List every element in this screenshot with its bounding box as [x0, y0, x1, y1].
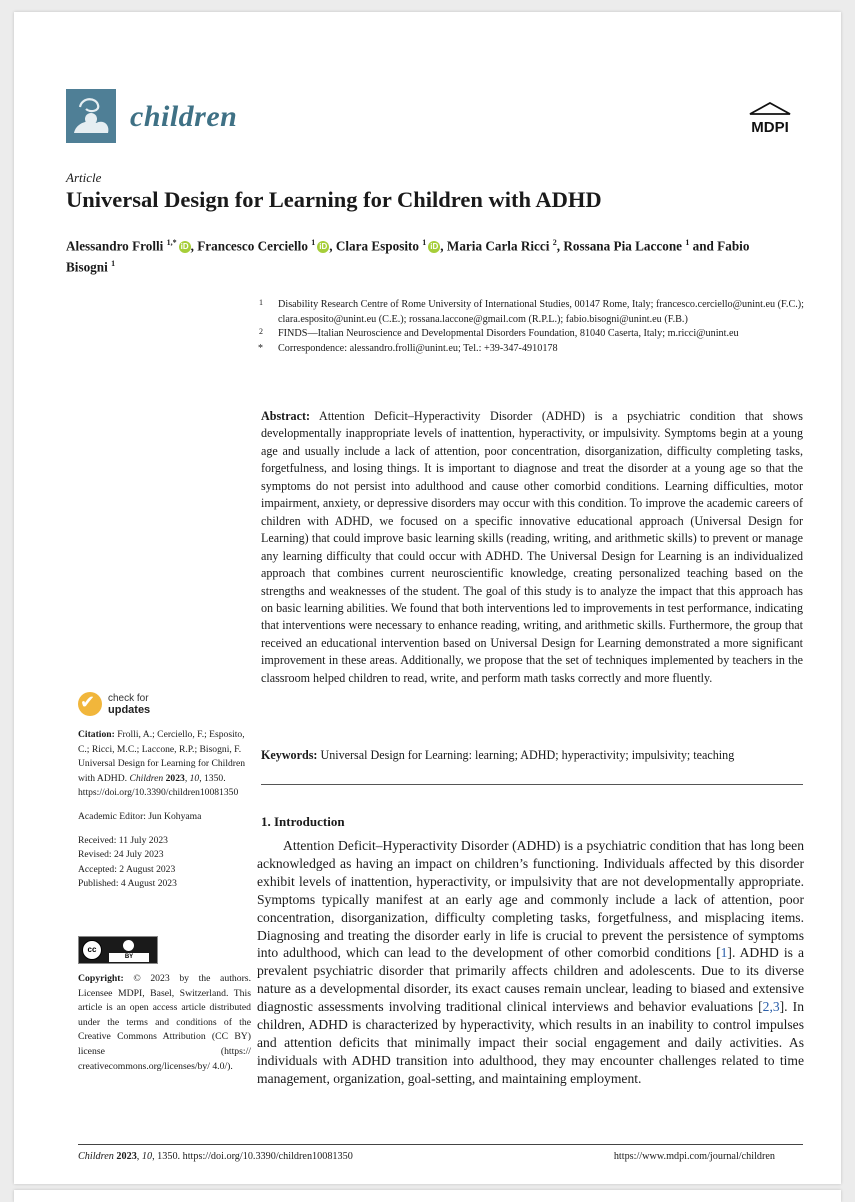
orcid-icon[interactable]: iD: [430, 242, 439, 252]
copyright-notice: Copyright: © 2023 by the authors. Licensee MDPI, Basel, Switzerland. This article is an open access article distributed under the terms and conditions of the Creative Commons Attribution (CC BY) license (https:// creativecommons.org/licenses/by/ 4.0/).: [78, 973, 251, 1072]
author-name: Alessandro Frolli: [66, 238, 164, 254]
children-logo-icon: [66, 89, 116, 143]
author-name: Fabio Bisogni: [66, 238, 750, 275]
author-name: Rossana Pia Laccone: [563, 238, 683, 254]
paper-page: [14, 12, 841, 1184]
keywords-label: Keywords:: [261, 748, 318, 762]
check-for-updates-badge[interactable]: ✔ check for updates: [80, 692, 151, 716]
accepted-date: Accepted: 2 August 2023: [78, 863, 176, 875]
author-affiliation-mark: 1: [311, 238, 316, 247]
divider: [261, 784, 803, 785]
affiliations: [244, 298, 804, 356]
author-name: Clara Esposito: [335, 238, 419, 254]
footer-citation: Children 2023, 10, 1350. https://doi.org/10.3390/children10081350: [78, 1151, 353, 1162]
author-list: Alessandro Frolli $^{1,*}$ iD , Francesco Cerciello $^1$ iD , Clara Esposito $^1$ iD , Maria Carla Ricci $^2$, Rossana Pia Laccone $^1$ and Fabio Bisogni $^1$: [66, 238, 750, 275]
keywords: [261, 748, 803, 763]
cc-by-license-icon[interactable]: cc BY: [78, 936, 158, 964]
orcid-icon[interactable]: iD: [319, 242, 328, 252]
svg-text:MDPI: MDPI: [751, 119, 789, 136]
affiliation-item: 2 FINDS—Italian Neuroscience and Developmental Disorders Foundation, 81040 Caserta, Italy; m.ricci@unint.eu: [259, 327, 739, 340]
received-date: Received: 11 July 2023: [78, 834, 168, 846]
revised-date: Revised: 24 July 2023: [78, 849, 164, 861]
journal-name: children: [130, 100, 238, 133]
author-affiliation-mark: 1: [111, 259, 116, 269]
published-date: Published: 4 August 2023: [78, 878, 177, 890]
abstract-label: Abstract:: [261, 409, 311, 423]
article-type: Article: [66, 170, 102, 185]
author-affiliation-mark: 1: [685, 238, 690, 247]
footer-divider: [78, 1144, 803, 1145]
introduction-paragraph: Attention Deficit–Hyperactivity Disorder (ADHD) is a psychiatric condition that has long been acknowledged as having an impact on children’s functioning. Individuals affected by this disorder exhibit levels of inattention, hyperactivity, or impulsivity that are not developmentally appropriate. Symptoms typically manifest at an early age and commonly include a lack of attention, poor concentration, disorganization, difficulty completing tasks, forgetfulness, and misplacing items. Diagnosing and treating the disorder early in life is crucial to prevent the persistence of symptoms into adulthood, which can lead to the development of other comorbid conditions [1]. ADHD is a prevalent psychiatric disorder that primarily affects children and adolescents. Due to its diverse nature as a developmental disorder, its exact causes remain unclear, leading to biased and extensive diagnostic assessments involving traditional clinical interviews and behavior evaluations [2,3]. In children, ADHD is characterized by hyperactivity, which results in an inability to control impulses and attention deficits that minimally impact their social engagement and daily activities. As individuals with ADHD transition into adulthood, they may encounter challenges related to time management, organization, goal-setting, and maintaining employment.: [257, 838, 804, 1086]
mdpi-logo: [740, 102, 800, 136]
sidebar-info: [78, 728, 246, 892]
author-affiliation-mark: 1: [422, 238, 427, 247]
citation-block: Citation: Frolli, A.; Cerciello, F.; Esposito, C.; Ricci, M.C.; Laccone, R.P.; Bisogni, F. Universal Design for Learning for Children with ADHD. Children 2023, 10, 1350. https://doi.org/10.3390/children10081350: [78, 729, 246, 799]
author-affiliation-mark: 2: [552, 238, 557, 247]
abstract-text: Attention Deficit–Hyperactivity Disorder (ADHD) is a psychiatric condition that shows developmentally inappropriate levels of inattention, hyperactivity, or impulsivity. Symptoms begin at a young age and usually include a lack of attention, poor concentration, disorganization, difficulty completing tasks, forgetfulness, and losing things. It is important to diagnose and treat the disorder at a young age so that the symptoms do not persist into adulthood and cause other comorbid conditions. Learning difficulties, motor impairment, anxiety, or depressive disorders may occur with this condition. To improve the academic careers of children with ADHD, we focused on a specific innovative educational approach (Universal Design for Learning) that could improve basic learning skills (reading, writing, and arithmetic skills) to prevent or manage any learning difficulty that could occur with ADHD. The Universal Design for Learning is an individualized approach that combines current neuroscientific knowledge, creating personalized teaching based on the strengths and weaknesses of the student. The goal of this study is to analyze the impact that this approach has on basic learning abilities. We found that both interventions led to improvements in test performance, indicating that interventions were necessary to enhance reading, writing, and arithmetic skills. Furthermore, the group that received an educational intervention based on Universal Design for Learning demonstrated a more significant improvement in these areas. Additionally, we propose that the set of techniques implemented by teachers in the classroom helped children to read, write, and perform math tasks correctly and more fluently.: [261, 409, 803, 685]
section-heading: 1. Introduction: [261, 814, 345, 829]
citation-link[interactable]: 1: [720, 945, 728, 961]
next-page-edge: [14, 1190, 841, 1202]
author-name: Francesco Cerciello: [197, 238, 308, 254]
paper-title: Universal Design for Learning for Children with ADHD: [66, 187, 602, 212]
keywords-text: Universal Design for Learning: learning; ADHD; hyperactivity; impulsivity; teaching: [320, 748, 735, 762]
abstract: [261, 408, 803, 687]
affiliation-item: 1 Disability Research Centre of Rome University of International Studies, 00147 Rome, Italy; francesco.cerciello@unint.eu (F.C.); clara.esposito@unint.eu (C.E.); rossana.laccone@gmail.com (R.P.L.); fabio.bisogni@unint.eu (F.B.): [259, 298, 805, 325]
check-icon: ✔: [78, 692, 102, 716]
author-name: Maria Carla Ricci: [446, 238, 550, 254]
journal-logo: [66, 89, 116, 143]
citation-link[interactable]: 2,3: [762, 999, 780, 1015]
footer-journal-url[interactable]: https://www.mdpi.com/journal/children: [613, 1151, 775, 1162]
academic-editor: Academic Editor: Jun Kohyama: [78, 810, 202, 822]
author-affiliation-mark: 1,*: [166, 238, 177, 247]
correspondence: * Correspondence: alessandro.frolli@unint.eu; Tel.: +39-347-4910178: [258, 342, 558, 354]
orcid-icon[interactable]: iD: [180, 242, 189, 252]
